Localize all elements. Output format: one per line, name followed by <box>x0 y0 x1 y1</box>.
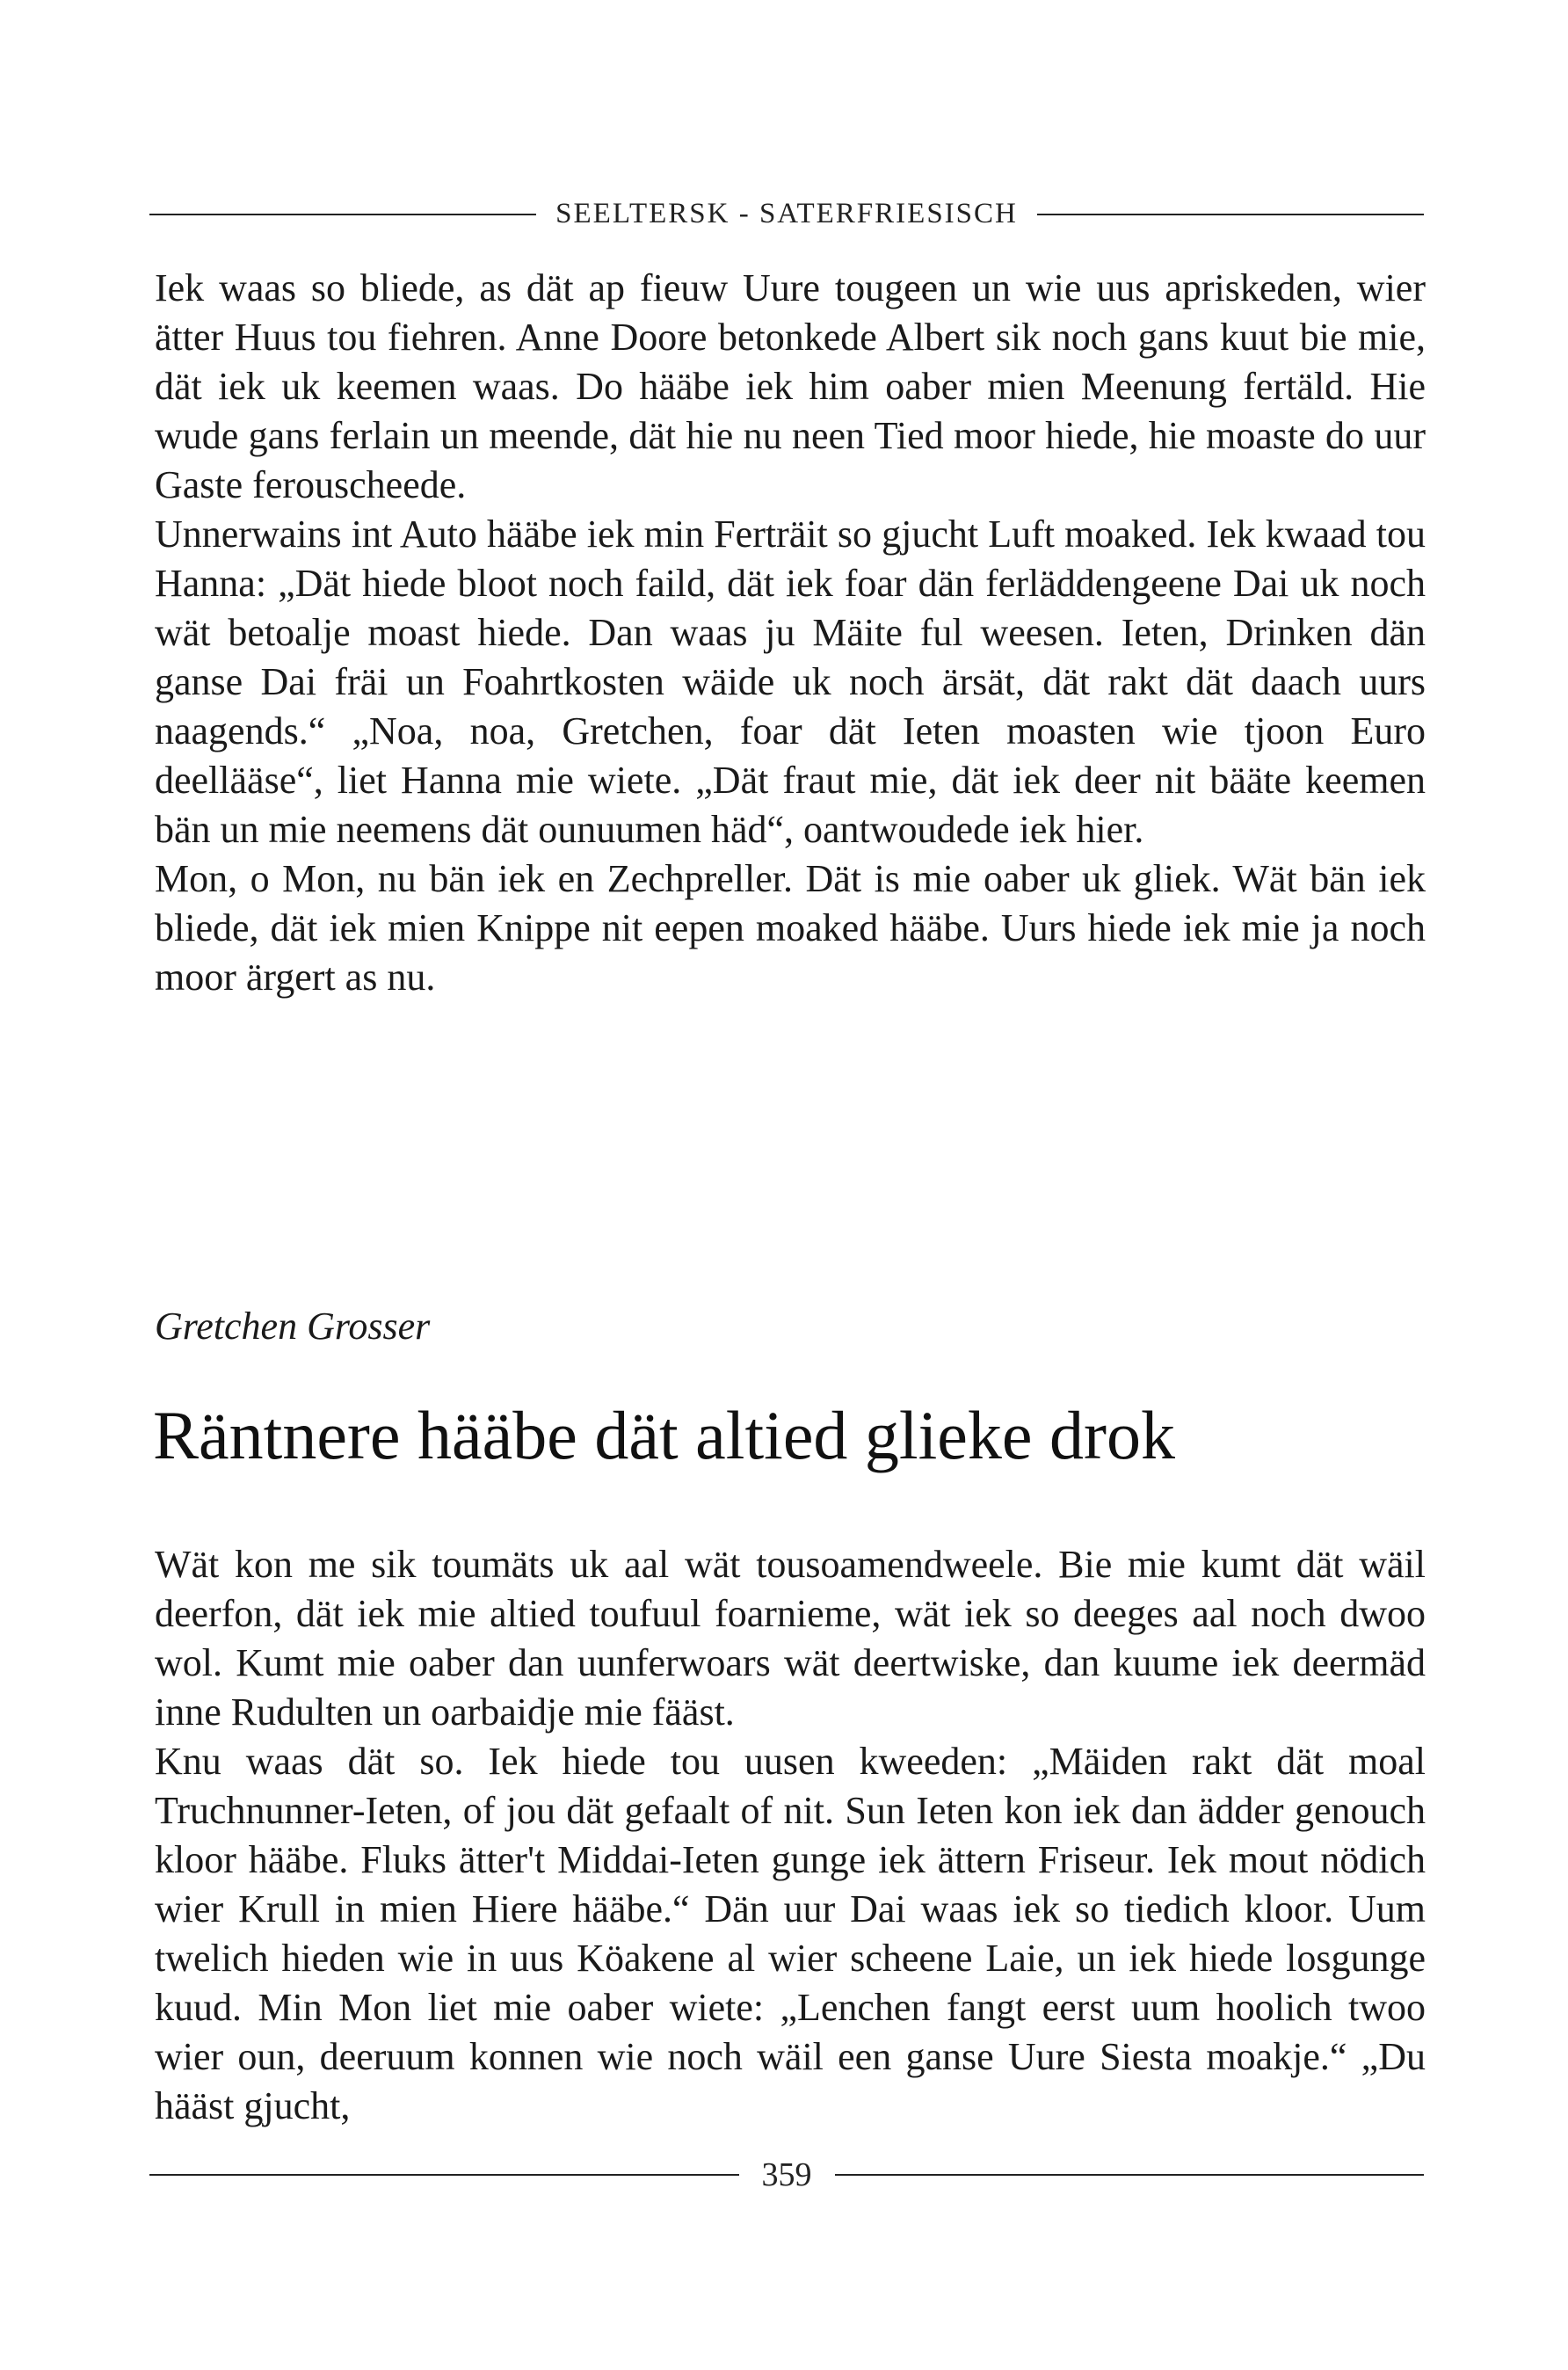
running-title: SEELTERSK - SATERFRIESISCH <box>555 198 1018 229</box>
article-title: Räntnere hääbe dät altied glieke drok <box>153 1397 1175 1473</box>
footer-rule-left <box>149 2174 739 2176</box>
footer-rule-right <box>835 2174 1425 2176</box>
article-text <box>155 1540 1426 2131</box>
paragraph: Iek waas so bliede, as dät ap fieuw Uure tougeen un wie uus apriskeden, wier ätter Huus tou fiehren. Anne Doore betonkede Albert sik noch gans kuut bie mie, dät iek uk keemen waas. Do hääbe iek him oaber mien Meenung fertäld. Hie wude gans ferlain un meende, dät hie nu neen Tied moor hiede, hie moaste do uur Gaste ferouscheede. <box>155 266 1426 506</box>
running-footer <box>149 2156 1424 2194</box>
paragraph: Unnerwains int Auto hääbe iek min Ferträit so gjucht Luft moaked. Iek kwaad tou Hanna: „Dät hiede bloot noch faild, dät iek foar dän ferläddengeene Dai uk noch wät betoalje moast hiede. Dan waas ju Mäite ful weesen. Ieten, Drinken dän ganse Dai fräi un Foahrtkosten wäide uk noch ärsät, dät rakt dät daach uurs naagends.“ „Noa, noa, Gretchen, foar dät Ieten moasten wie tjoon Euro deellääse“, liet Hanna mie wiete. „Dät fraut mie, dät iek deer nit bääte keemen bän un mie neemens dät ounuumen häd“, oantwoudede iek hier. <box>155 513 1426 851</box>
header-rule-right <box>1037 214 1424 215</box>
running-header <box>149 198 1424 230</box>
header-rule-left <box>149 214 536 215</box>
paragraph: Wät kon me sik toumäts uk aal wät tousoamendweele. Bie mie kumt dät wäil deerfon, dät iek mie altied toufuul foarnieme, wät iek so deeges aal noch dwoo wol. Kumt mie oaber dan uunferwoars wät deertwiske, dan kuume iek deermäd inne Rudulten un oarbaidje mie fääst. <box>155 1543 1426 1734</box>
page-number: 359 <box>761 2156 812 2193</box>
paragraph: Knu waas dät so. Iek hiede tou uusen kweeden: „Mäiden rakt dät moal Truchnunner-Ieten, of jou dät gefaalt of nit. Sun Ieten kon iek dan ädder genouch kloor hääbe. Fluks ätter't Middai-Ieten gunge iek ättern Friseur. Iek mout nödich wier Krull in mien Hiere hääbe.“ Dän uur Dai waas iek so tiedich kloor. Uum twelich hieden wie in uus Köakene al wier scheene Laie, un iek hiede losgunge kuud. Min Mon liet mie oaber wiete: „Lenchen fangt eerst uum hoolich twoo wier oun, deeruum konnen wie noch wäil een ganse Uure Siesta moakje.“ „Du hääst gjucht, <box>155 1740 1426 2127</box>
previous-story-text <box>155 264 1426 1002</box>
article-author: Gretchen Grosser <box>155 1305 431 1348</box>
paragraph: Mon, o Mon, nu bän iek en Zechpreller. Dät is mie oaber uk gliek. Wät bän iek bliede, dät iek mien Knippe nit eepen moaked hääbe. Uurs hiede iek mie ja noch moor ärgert as nu. <box>155 857 1426 999</box>
